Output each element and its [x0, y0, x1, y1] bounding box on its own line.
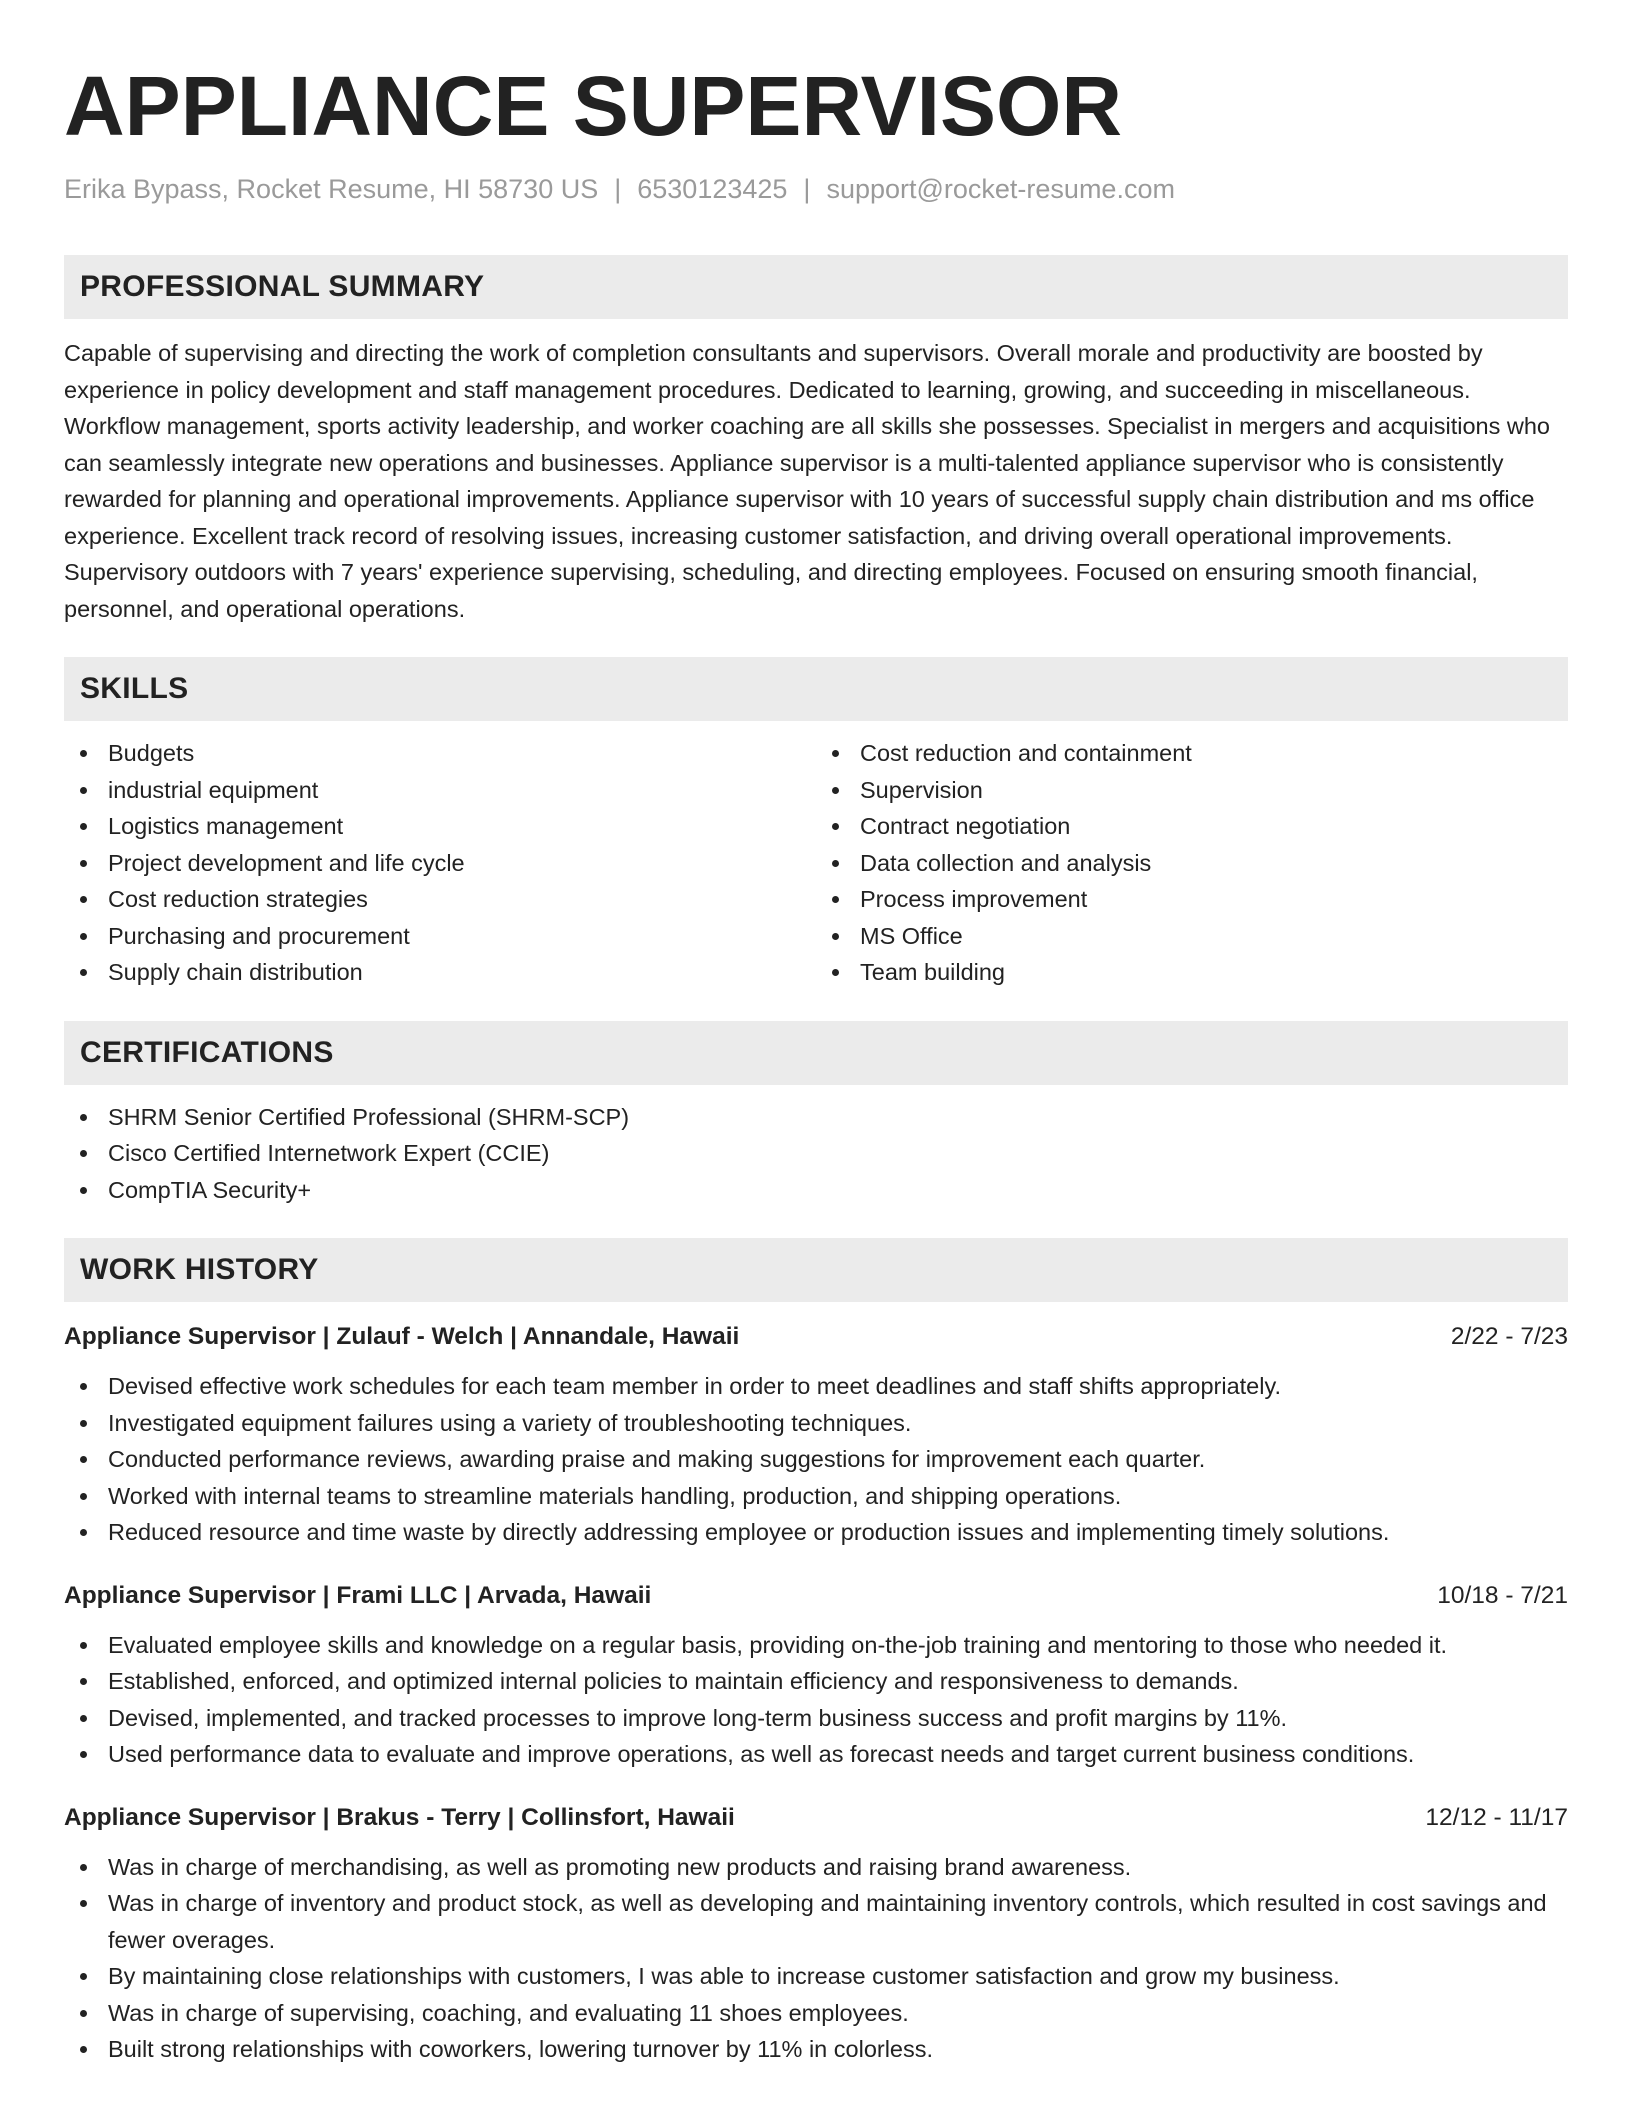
job-bullet: Devised effective work schedules for each team member in order to meet deadlines and staff shifts appropriately.: [64, 1368, 1568, 1405]
job-entry: [64, 1801, 1568, 2068]
job-bullet: Was in charge of inventory and product stock, as well as developing and maintaining inventory controls, which resulted in cost savings and fewer overages.: [64, 1885, 1568, 1958]
certification-item: Cisco Certified Internetwork Expert (CCIE): [64, 1135, 1568, 1172]
skills-grid: [64, 735, 1568, 991]
job-bullets: [64, 1849, 1568, 2068]
job-bullet: Built strong relationships with coworkers, lowering turnover by 11% in colorless.: [64, 2031, 1568, 2068]
skill-item: MS Office: [816, 918, 1568, 955]
job-bullet: Was in charge of merchandising, as well as promoting new products and raising brand awareness.: [64, 1849, 1568, 1886]
skill-item: Cost reduction strategies: [64, 881, 816, 918]
skill-item: Supply chain distribution: [64, 954, 816, 991]
skill-item: Logistics management: [64, 808, 816, 845]
job-bullets: [64, 1368, 1568, 1551]
job-bullet: Conducted performance reviews, awarding praise and making suggestions for improvement each quarter.: [64, 1441, 1568, 1478]
skill-item: Team building: [816, 954, 1568, 991]
job-header: [64, 1579, 1568, 1613]
certifications-list: [64, 1099, 1568, 1209]
job-header: [64, 1320, 1568, 1354]
job-header: [64, 1801, 1568, 1835]
contact-phone: 6530123425: [637, 174, 788, 204]
skill-item: Supervision: [816, 772, 1568, 809]
job-dates: 12/12 - 11/17: [1425, 1803, 1568, 1831]
job-bullet: Was in charge of supervising, coaching, and evaluating 11 shoes employees.: [64, 1995, 1568, 2032]
summary-section-heading: PROFESSIONAL SUMMARY: [64, 255, 1568, 319]
contact-line: [64, 174, 1568, 205]
job-title: Appliance Supervisor | Brakus - Terry | Collinsfort, Hawaii: [64, 1803, 735, 1831]
skill-item: Project development and life cycle: [64, 845, 816, 882]
skill-item: Cost reduction and containment: [816, 735, 1568, 772]
skills-list-right: [816, 735, 1568, 991]
job-bullet: By maintaining close relationships with customers, I was able to increase customer satisfaction and grow my business.: [64, 1958, 1568, 1995]
job-title: Appliance Supervisor | Zulauf - Welch | Annandale, Hawaii: [64, 1323, 740, 1350]
summary-paragraph: Capable of supervising and directing the work of completion consultants and supervisors. Overall morale and productivity are boosted by experience in policy development and staff management procedures. Dedicated to learning, growing, and succeeding in miscellaneous. Workflow management, sports activity leadership, and worker coaching are all skills she possesses. Specialist in mergers and acquisitions who can seamlessly integrate new operations and businesses. Appliance supervisor is a multi-talented appliance supervisor who is consistently rewarded for planning and operational improvements. Appliance supervisor with 10 years of successful supply chain distribution and ms office experience. Excellent track record of resolving issues, increasing customer satisfaction, and driving overall operational improvements. Supervisory outdoors with 7 years' experience supervising, scheduling, and directing employees. Focused on ensuring smooth financial, personnel, and operational operations.: [64, 340, 1550, 622]
contact-separator: |: [614, 174, 622, 204]
contact-email: support@rocket-resume.com: [826, 174, 1175, 204]
skill-item: Purchasing and procurement: [64, 918, 816, 955]
skill-item: Process improvement: [816, 881, 1568, 918]
job-bullet: Used performance data to evaluate and improve operations, as well as forecast needs and target current business conditions.: [64, 1736, 1568, 1773]
skill-item: industrial equipment: [64, 772, 816, 809]
job-bullet: Investigated equipment failures using a variety of troubleshooting techniques.: [64, 1405, 1568, 1442]
certification-item: CompTIA Security+: [64, 1172, 1568, 1209]
job-bullet: Reduced resource and time waste by directly addressing employee or production issues and implementing timely solutions.: [64, 1514, 1568, 1551]
certification-item: SHRM Senior Certified Professional (SHRM-SCP): [64, 1099, 1568, 1136]
skill-item: Data collection and analysis: [816, 845, 1568, 882]
skill-item: Budgets: [64, 735, 816, 772]
certifications-section-heading: CERTIFICATIONS: [64, 1021, 1568, 1085]
skill-item: Contract negotiation: [816, 808, 1568, 845]
job-bullet: Worked with internal teams to streamline materials handling, production, and shipping operations.: [64, 1478, 1568, 1515]
job-bullet: Evaluated employee skills and knowledge on a regular basis, providing on-the-job training and mentoring to those who needed it.: [64, 1627, 1568, 1664]
job-bullet: Established, enforced, and optimized internal policies to maintain efficiency and responsiveness to demands.: [64, 1663, 1568, 1700]
job-bullet: Devised, implemented, and tracked processes to improve long-term business success and profit margins by 11%.: [64, 1700, 1568, 1737]
job-bullets: [64, 1627, 1568, 1773]
job-entry: [64, 1579, 1568, 1773]
job-title: Appliance Supervisor | Frami LLC | Arvada, Hawaii: [64, 1581, 652, 1609]
resume-name-heading: APPLIANCE SUPERVISOR: [64, 59, 1122, 153]
contact-separator: |: [803, 174, 811, 204]
skills-list-left: [64, 735, 816, 991]
job-dates: 2/22 - 7/23: [1450, 1323, 1568, 1350]
job-entry: [64, 1320, 1568, 1551]
work-history-section-heading: WORK HISTORY: [64, 1238, 1568, 1302]
job-dates: 10/18 - 7/21: [1437, 1581, 1568, 1609]
contact-address: Erika Bypass, Rocket Resume, HI 58730 US: [64, 174, 599, 204]
skills-section-heading: SKILLS: [64, 657, 1568, 721]
